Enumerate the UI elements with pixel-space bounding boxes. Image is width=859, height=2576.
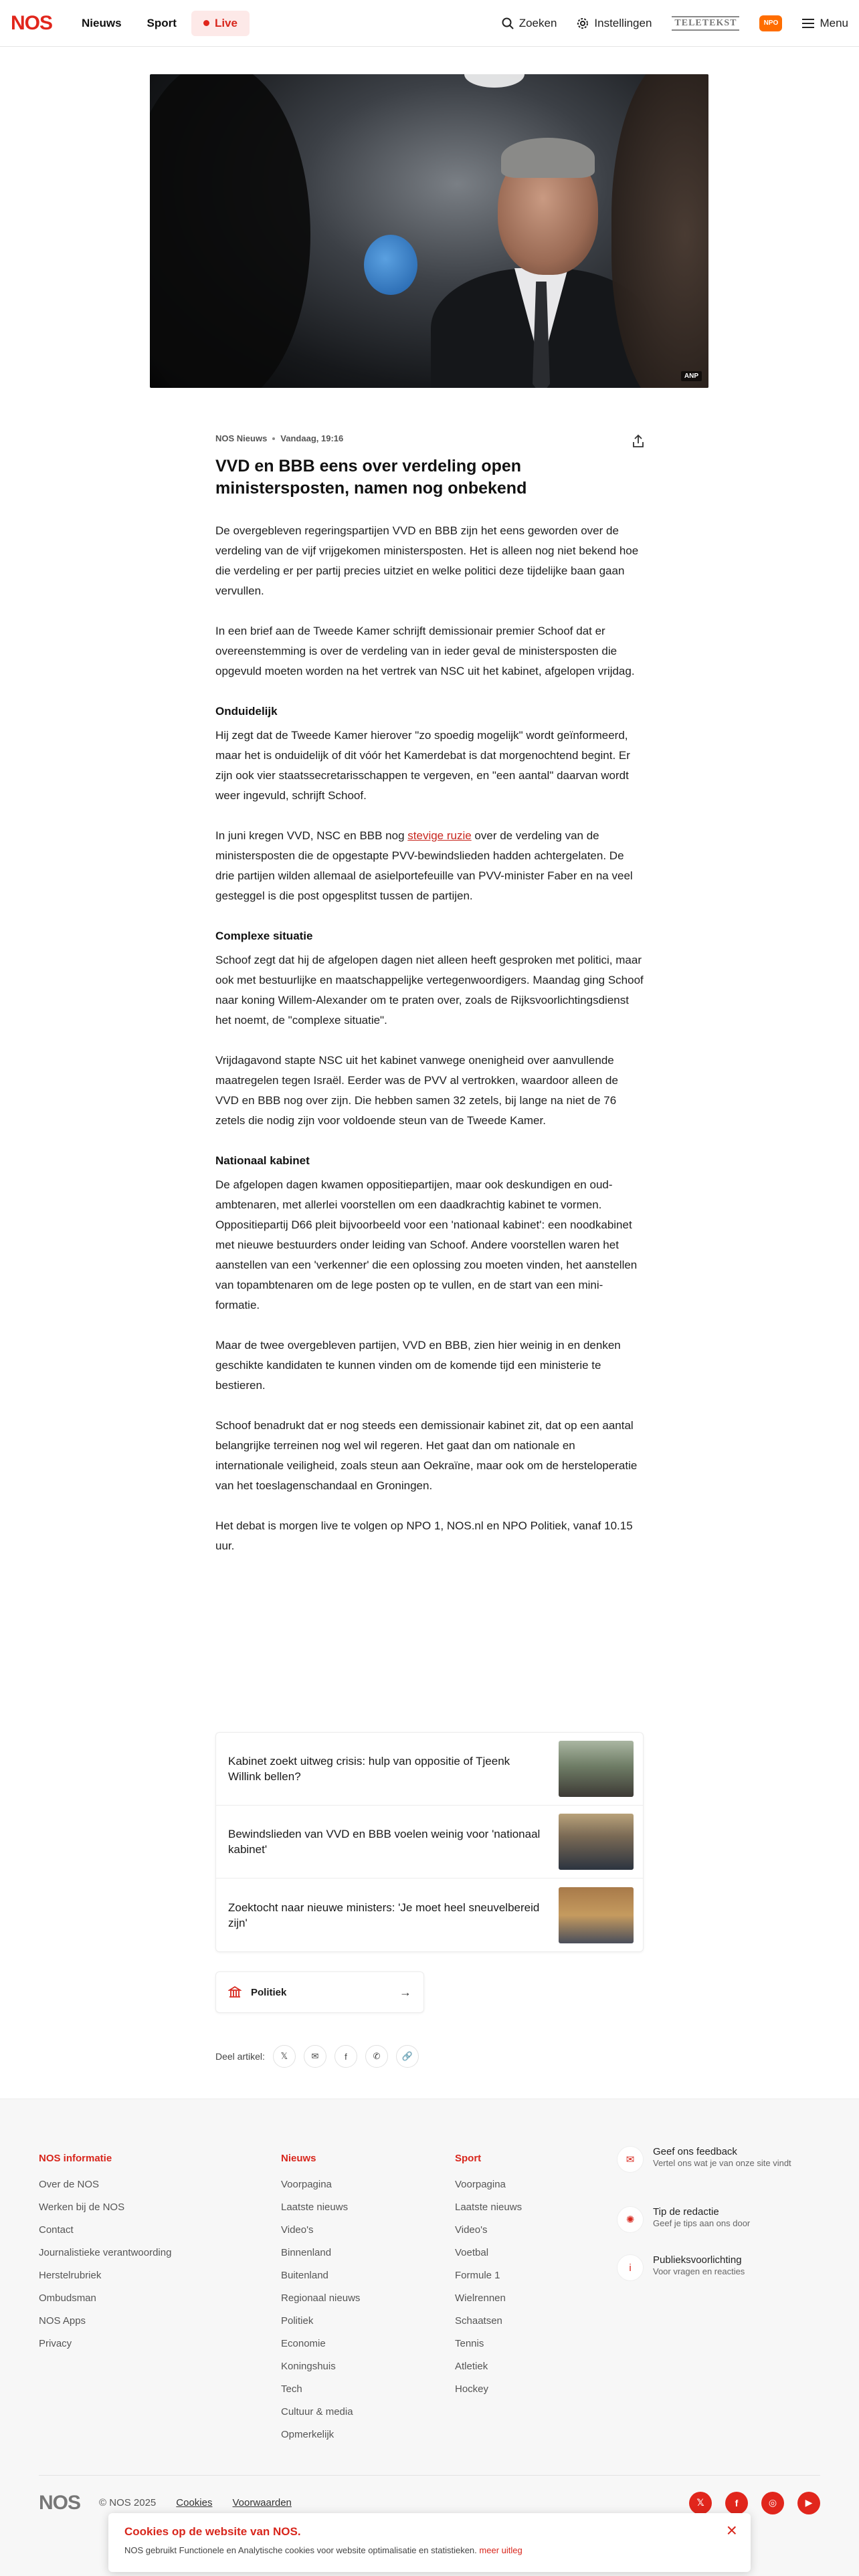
related-title: Bewindslieden van VVD en BBB voelen weinig voor 'nationaal kabinet' [228,1828,541,1856]
topic-label: Politiek [251,1986,287,1998]
footer-heading: Sport [455,2153,482,2164]
inline-link[interactable]: stevige ruzie [407,829,472,842]
arrow-right-icon: → [399,1985,411,1999]
pv-title: Publieksvoorlichting [653,2254,742,2266]
youtube-icon[interactable]: ▶ [797,2492,820,2514]
npo-logo[interactable]: NPO [759,15,782,31]
related-item[interactable] [216,1879,643,1951]
topic-tag-politiek[interactable] [215,1971,424,2013]
tip-link[interactable] [617,2206,831,2233]
related-thumbnail [559,1887,634,1943]
footer-link[interactable]: Economie [281,2338,326,2349]
paragraph-text: over de verdeling van de ministersposten die de opgestapte PVV-bewindslieden hadden achtergelaten. De drie partijen wilden allemaal de asielportefeuille van PVV-minister Faber en na veel gesteggel is die post opgesplitst tussen de partijen. [215,829,633,902]
live-dot-icon [203,20,209,26]
footer-link[interactable]: Atletiek [455,2361,488,2372]
footer-link[interactable]: Voorpagina [455,2179,506,2190]
subheading: Complexe situatie [215,930,313,942]
related-item[interactable] [216,1806,643,1879]
paragraph [215,826,644,906]
site-header [0,0,859,47]
footer-link[interactable]: Wielrennen [455,2292,506,2304]
meta-separator [272,437,275,440]
footer-link[interactable]: Voorpagina [281,2179,332,2190]
footer-link[interactable]: Formule 1 [455,2270,500,2281]
footer [0,2099,859,2576]
x-share-icon[interactable]: 𝕏 [273,2045,296,2068]
settings-button[interactable] [577,17,652,30]
footer-link[interactable]: Voetbal [455,2247,489,2258]
subheading: Onduidelijk [215,705,278,718]
whatsapp-share-icon[interactable]: ✆ [365,2045,388,2068]
footer-link[interactable]: Tennis [455,2338,484,2349]
footer-link[interactable]: Privacy [39,2338,72,2349]
building-icon [228,1985,242,1999]
footer-link[interactable]: Over de NOS [39,2179,100,2190]
live-label: Live [214,16,237,29]
image-credit: ANP [681,371,702,381]
footer-link[interactable]: Schaatsen [455,2315,502,2327]
social-links [689,2492,820,2514]
cookie-title: Cookies op de website van NOS. [124,2525,301,2538]
article-title: VVD en BBB eens over verdeling open ministersposten, namen nog onbekend [215,457,527,498]
footer-heading: Nieuws [281,2153,316,2164]
paragraph: De afgelopen dagen kwamen oppositiepartijen, maar ook deskundigen en oud-ambtenaren, met allerlei voorstellen om een daadkrachtig kabinet te vormen. Oppositiepartij D66 pleit bijvoorbeeld voor een 'nationaal kabinet': een noodkabinet met nieuwe bestuurders onder leiding van Schoof. Andere voorstellen waren het aanstellen van een 'verkenner' die een oplossing zou moeten vinden, het aanstellen van topambtenaren om de lege posten op te vullen, en de start van een mini-formatie. [215,1178,638,1311]
related-thumbnail [559,1741,634,1797]
publieksvoorlichting-link[interactable] [617,2254,831,2281]
footer-nos-logo[interactable]: NOS [39,2491,81,2514]
footer-link[interactable]: Laatste nieuws [281,2202,349,2213]
related-item[interactable] [216,1733,643,1806]
footer-bottom [39,2475,820,2514]
paragraph: Schoof zegt dat hij de afgelopen dagen niet alleen heeft gesproken met politici, maar ook met bestuurlijke en maatschappelijke vertegenwoordigers. Maandag ging Schoof naar koning Willem-Alexander om te praten over, zoals de Rijksvoorlichtingsdienst het noemt, de "complexe situatie". [215,954,644,1027]
paragraph-text: In juni kregen VVD, NSC en BBB nog [215,829,408,842]
footer-link[interactable]: Laatste nieuws [455,2202,522,2213]
gear-icon [577,17,589,29]
footer-link[interactable]: Hockey [455,2383,489,2395]
x-icon[interactable]: 𝕏 [689,2492,712,2514]
footer-link[interactable]: Opmerkelijk [281,2429,335,2440]
main-nav [71,10,250,37]
search-button[interactable] [502,17,557,30]
footer-link[interactable]: Politiek [281,2315,314,2327]
footer-link[interactable]: Contact [39,2224,74,2236]
settings-label: Instellingen [594,16,652,29]
related-articles [215,1732,644,1952]
feedback-icon: ✉ [617,2146,644,2173]
feedback-title: Geef ons feedback [653,2146,737,2157]
cookies-link[interactable]: Cookies [176,2497,213,2508]
info-icon: i [617,2254,644,2281]
tip-title: Tip de redactie [653,2206,719,2218]
footer-link[interactable]: Video's [455,2224,488,2236]
footer-link[interactable]: Binnenland [281,2247,332,2258]
paragraph: Vrijdagavond stapte NSC uit het kabinet vanwege onenigheid over aanvullende maatregelen tegen Israël. Eerder was de PVV al vertrokken, waardoor alleen de VVD en BBB nog over zijn. Die hebben samen 32 zetels, bij lange na niet de 76 zetels die nodig zijn voor voldoende steun van de Tweede Kamer. [215,1054,618,1127]
email-share-icon[interactable]: ✉ [304,2045,326,2068]
footer-link[interactable]: Regionaal nieuws [281,2292,361,2304]
cookie-text-wrap [124,2545,735,2555]
hamburger-icon [802,19,814,28]
footer-link[interactable]: Werken bij de NOS [39,2202,125,2213]
footer-link[interactable]: Journalistieke verantwoording [39,2247,172,2258]
cookie-banner [108,2513,751,2572]
cookie-more-link[interactable]: meer uitleg [479,2545,522,2555]
article-meta [215,433,644,443]
share-label: Deel artikel: [215,2051,265,2062]
voorwaarden-link[interactable]: Voorwaarden [232,2497,292,2508]
related-thumbnail [559,1814,634,1870]
close-icon[interactable]: × [726,2520,737,2541]
cookie-text: NOS gebruikt Functionele en Analytische cookies voor website optimalisatie en statistieken. [124,2545,477,2555]
nav-live[interactable] [191,11,250,36]
feedback-sub: Vertel ons wat je van onze site vindt [653,2158,791,2168]
search-label: Zoeken [518,16,557,29]
subheading: Nationaal kabinet [215,1154,310,1167]
nav-nieuws[interactable]: Nieuws [82,16,122,29]
footer-col-nos-info [39,2153,171,2355]
paragraph: Maar de twee overgebleven partijen, VVD en BBB, zien hier weinig in en denken geschikte kandidaten te kunnen vinden om de komende tijd een ministerie te bestieren. [215,1339,621,1392]
instagram-icon[interactable]: ◎ [761,2492,784,2514]
hero-image [150,74,708,388]
paragraph: Hij zegt dat de Tweede Kamer hierover "zo spoedig mogelijk" wordt geïnformeerd, maar het is onduidelijk of dit vóór het Kamerdebat is dat morgenochtend begint. Er zijn ook vier staatssecretarisschappen te vergeven, en "een aantal" daarvan wordt weer ingevuld, schrijft Schoof. [215,729,630,802]
paragraph: De overgebleven regeringspartijen VVD en BBB zijn het eens geworden over de verdeling van de vijf vrijgekomen ministersposten. Het is alleen nog niet bekend hoe die verdeling er per partij precies uitziet en welke politici deze tijdelijke baan gaan vervullen. [215,524,639,597]
article-body [215,521,644,1556]
teletekst-logo[interactable]: TELETEKST [672,16,739,31]
paragraph: Het debat is morgen live te volgen op NPO 1, NOS.nl en NPO Politiek, vanaf 10.15 uur. [215,1519,633,1552]
article-source: NOS Nieuws [215,433,268,443]
link-share-icon[interactable]: 🔗 [396,2045,419,2068]
footer-link[interactable]: Cultuur & media [281,2406,353,2418]
pv-sub: Voor vragen en reacties [653,2266,745,2276]
tip-sub: Geef je tips aan ons door [653,2218,751,2228]
footer-link[interactable]: NOS Apps [39,2315,86,2327]
footer-heading: NOS informatie [39,2153,112,2164]
menu-label: Menu [820,16,848,29]
article [215,433,644,1576]
footer-link[interactable]: Herstelrubriek [39,2270,102,2281]
footer-link[interactable]: Ombudsman [39,2292,96,2304]
article-time: Vandaag, 19:16 [280,433,344,443]
paragraph: Schoof benadrukt dat er nog steeds een demissionair kabinet zit, dat op een aantal belangrijke terreinen nog wel wil regeren. Het gaat dan om nationale en internationale veiligheid, zoals steun aan Oekraïne, maar ook om de hersteloperatie van het toeslagenschandaal en Groningen. [215,1419,638,1492]
copyright: © NOS 2025 [99,2497,157,2508]
nav-sport[interactable]: Sport [147,16,177,29]
search-icon [502,17,514,29]
feedback-link[interactable] [617,2146,831,2173]
related-title: Zoektocht naar nieuwe ministers: 'Je moet heel sneuvelbereid zijn' [228,1901,540,1929]
share-row [215,2045,419,2068]
related-title: Kabinet zoekt uitweg crisis: hulp van oppositie of Tjeenk Willink bellen? [228,1755,510,1783]
footer-link[interactable]: Tech [281,2383,302,2395]
footer-col-sport [455,2153,522,2401]
lightbulb-icon: ✺ [617,2206,644,2233]
footer-col-nieuws [281,2153,360,2446]
microphone-graphic [364,235,417,295]
facebook-icon[interactable]: f [725,2492,748,2514]
footer-link[interactable]: Video's [281,2224,314,2236]
menu-button[interactable] [802,17,848,30]
paragraph: In een brief aan de Tweede Kamer schrijft demissionair premier Schoof dat er overeenstemming is over de verdeling van in ieder geval de ministersposten die opgevuld moeten worden na het vertrek van NSC uit het kabinet, afgelopen vrijdag. [215,625,635,677]
nos-logo[interactable]: NOS [11,11,53,34]
facebook-share-icon[interactable]: f [335,2045,357,2068]
footer-link[interactable]: Buitenland [281,2270,328,2281]
share-icon[interactable] [630,433,646,449]
footer-link[interactable]: Koningshuis [281,2361,336,2372]
